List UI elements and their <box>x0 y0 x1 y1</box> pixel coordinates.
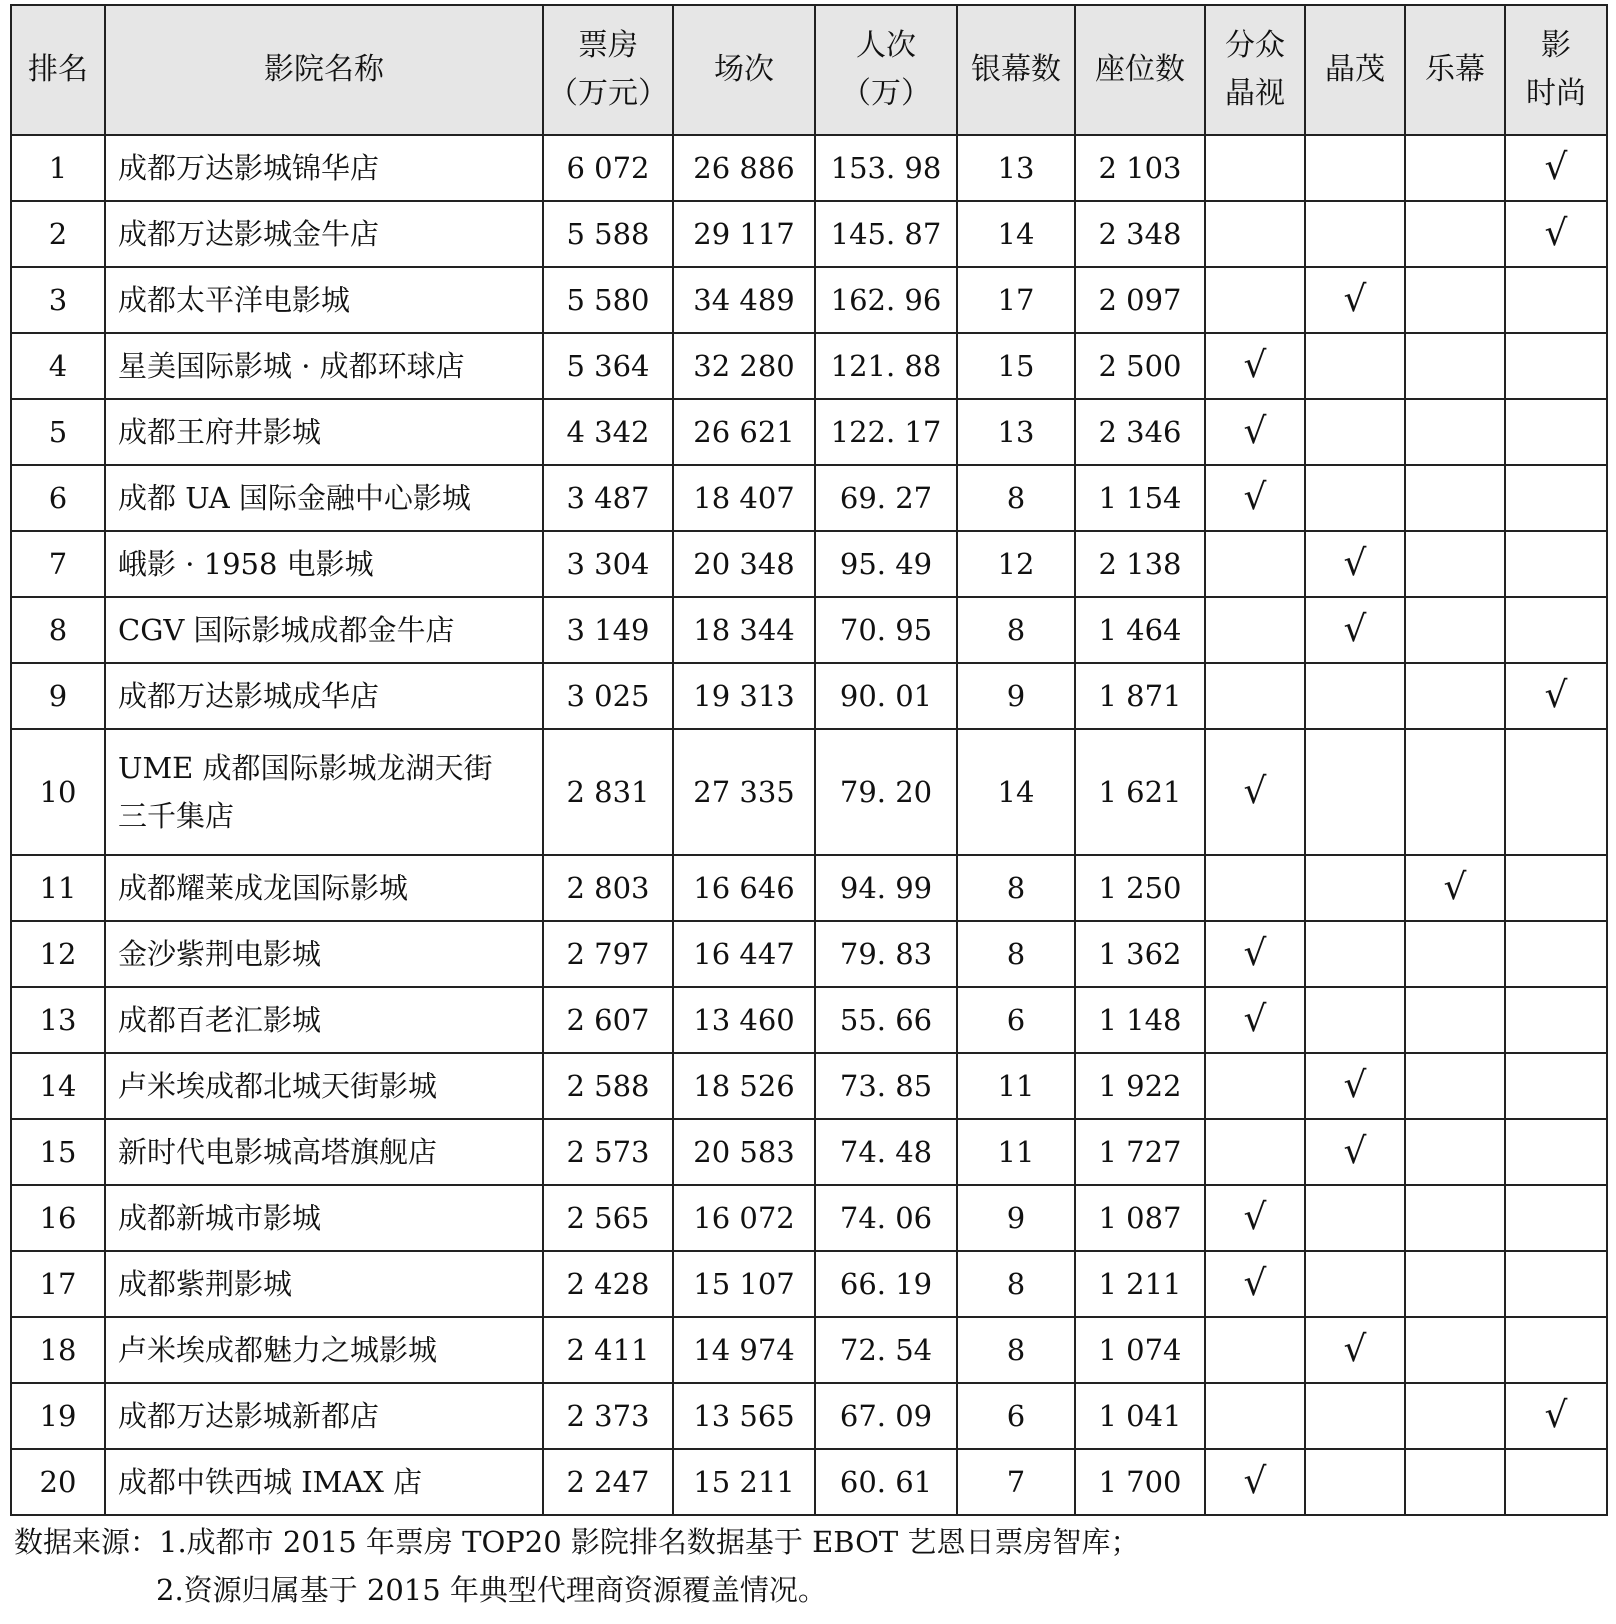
box-office-cell: 2 797 <box>543 921 673 987</box>
jingmao-cell <box>1305 597 1405 663</box>
table-row <box>11 921 1607 987</box>
attendance-cell: 162. 96 <box>815 267 957 333</box>
jingmao-cell <box>1305 1053 1405 1119</box>
check-mark-icon: √ <box>1443 867 1467 908</box>
check-mark-icon: √ <box>1243 345 1267 386</box>
fenzhong-cell <box>1205 1317 1305 1383</box>
fenzhong-cell <box>1205 987 1305 1053</box>
header-box-office-line1: 票房 <box>578 28 638 63</box>
seats-cell: 2 103 <box>1075 135 1205 201</box>
attendance-cell: 94. 99 <box>815 855 957 921</box>
lemu-cell <box>1405 597 1505 663</box>
rank-cell: 5 <box>11 399 105 465</box>
seats-cell: 1 700 <box>1075 1449 1205 1515</box>
attendance-cell: 60. 61 <box>815 1449 957 1515</box>
jingmao-cell <box>1305 399 1405 465</box>
fenzhong-cell <box>1205 135 1305 201</box>
table-row <box>11 1185 1607 1251</box>
seats-cell: 2 348 <box>1075 201 1205 267</box>
rank-cell: 4 <box>11 333 105 399</box>
attendance-cell: 90. 01 <box>815 663 957 729</box>
table-row <box>11 855 1607 921</box>
lemu-cell <box>1405 1185 1505 1251</box>
yingshishang-cell <box>1505 267 1607 333</box>
rank-cell: 13 <box>11 987 105 1053</box>
table-row <box>11 1119 1607 1185</box>
fenzhong-cell <box>1205 1383 1305 1449</box>
seats-cell: 1 211 <box>1075 1251 1205 1317</box>
cinema-name-cell: 成都万达影城金牛店 <box>105 201 543 267</box>
yingshishang-cell <box>1505 333 1607 399</box>
attendance-cell: 69. 27 <box>815 465 957 531</box>
sessions-cell: 13 460 <box>673 987 815 1053</box>
rank-cell: 15 <box>11 1119 105 1185</box>
sessions-cell: 34 489 <box>673 267 815 333</box>
sessions-cell: 16 447 <box>673 921 815 987</box>
rank-cell: 1 <box>11 135 105 201</box>
rank-cell: 17 <box>11 1251 105 1317</box>
table-row <box>11 333 1607 399</box>
box-office-cell: 3 149 <box>543 597 673 663</box>
screens-cell: 13 <box>957 135 1075 201</box>
jingmao-cell <box>1305 1317 1405 1383</box>
cinema-name-cell: 卢米埃成都魅力之城影城 <box>105 1317 543 1383</box>
screens-cell: 8 <box>957 465 1075 531</box>
header-attendance-line2: （万） <box>841 76 931 111</box>
sessions-cell: 15 107 <box>673 1251 815 1317</box>
fenzhong-cell <box>1205 465 1305 531</box>
jingmao-cell <box>1305 1449 1405 1515</box>
table-row <box>11 597 1607 663</box>
attendance-cell: 79. 20 <box>815 729 957 855</box>
fenzhong-cell <box>1205 267 1305 333</box>
rank-cell: 18 <box>11 1317 105 1383</box>
table-row <box>11 1251 1607 1317</box>
attendance-cell: 121. 88 <box>815 333 957 399</box>
fenzhong-cell <box>1205 1449 1305 1515</box>
table-row <box>11 399 1607 465</box>
screens-cell: 11 <box>957 1119 1075 1185</box>
check-mark-icon: √ <box>1243 1197 1267 1238</box>
rank-cell: 19 <box>11 1383 105 1449</box>
attendance-cell: 153. 98 <box>815 135 957 201</box>
box-office-cell: 2 247 <box>543 1449 673 1515</box>
rank-cell: 20 <box>11 1449 105 1515</box>
header-yingshishang-line1: 影 <box>1541 28 1571 63</box>
check-mark-icon: √ <box>1343 609 1367 650</box>
fenzhong-cell <box>1205 663 1305 729</box>
screens-cell: 6 <box>957 987 1075 1053</box>
check-mark-icon: √ <box>1544 1395 1568 1436</box>
attendance-cell: 122. 17 <box>815 399 957 465</box>
screens-cell: 9 <box>957 1185 1075 1251</box>
cinema-name-cell: 成都万达影城新都店 <box>105 1383 543 1449</box>
jingmao-cell <box>1305 201 1405 267</box>
check-mark-icon: √ <box>1243 411 1267 452</box>
lemu-cell <box>1405 267 1505 333</box>
cinema-name-cell: 成都百老汇影城 <box>105 987 543 1053</box>
attendance-cell: 55. 66 <box>815 987 957 1053</box>
table-row <box>11 987 1607 1053</box>
lemu-cell <box>1405 399 1505 465</box>
data-source-note <box>14 1518 1139 1614</box>
check-mark-icon: √ <box>1343 1329 1367 1370</box>
sessions-cell: 16 646 <box>673 855 815 921</box>
sessions-cell: 18 344 <box>673 597 815 663</box>
yingshishang-cell <box>1505 855 1607 921</box>
screens-cell: 8 <box>957 1251 1075 1317</box>
attendance-cell: 74. 48 <box>815 1119 957 1185</box>
sessions-cell: 32 280 <box>673 333 815 399</box>
sessions-cell: 26 621 <box>673 399 815 465</box>
rank-cell: 14 <box>11 1053 105 1119</box>
fenzhong-cell <box>1205 399 1305 465</box>
sessions-cell: 18 526 <box>673 1053 815 1119</box>
lemu-cell <box>1405 333 1505 399</box>
box-office-cell: 6 072 <box>543 135 673 201</box>
header-fenzhong-line2: 晶视 <box>1225 76 1285 111</box>
jingmao-cell <box>1305 729 1405 855</box>
table-row <box>11 201 1607 267</box>
screens-cell: 8 <box>957 597 1075 663</box>
table-body <box>11 135 1607 1515</box>
header-rank: 排名 <box>11 5 105 135</box>
attendance-cell: 74. 06 <box>815 1185 957 1251</box>
box-office-cell: 2 565 <box>543 1185 673 1251</box>
check-mark-icon: √ <box>1243 933 1267 974</box>
screens-cell: 6 <box>957 1383 1075 1449</box>
seats-cell: 1 362 <box>1075 921 1205 987</box>
jingmao-cell <box>1305 1251 1405 1317</box>
cinema-name-cell: 新时代电影城高塔旗舰店 <box>105 1119 543 1185</box>
jingmao-cell <box>1305 333 1405 399</box>
fenzhong-cell <box>1205 1251 1305 1317</box>
lemu-cell <box>1405 1383 1505 1449</box>
table-row <box>11 663 1607 729</box>
box-office-cell: 3 025 <box>543 663 673 729</box>
jingmao-cell <box>1305 855 1405 921</box>
lemu-cell <box>1405 1053 1505 1119</box>
sessions-cell: 26 886 <box>673 135 815 201</box>
header-seats: 座位数 <box>1075 5 1205 135</box>
header-yingshishang <box>1505 5 1607 135</box>
header-lemu: 乐幕 <box>1405 5 1505 135</box>
table-row <box>11 1317 1607 1383</box>
rank-cell: 12 <box>11 921 105 987</box>
header-box-office <box>543 5 673 135</box>
cinema-name-cell: 成都耀莱成龙国际影城 <box>105 855 543 921</box>
box-office-cell: 2 573 <box>543 1119 673 1185</box>
screens-cell: 7 <box>957 1449 1075 1515</box>
jingmao-cell <box>1305 987 1405 1053</box>
jingmao-cell <box>1305 1185 1405 1251</box>
box-office-cell: 5 588 <box>543 201 673 267</box>
rank-cell: 2 <box>11 201 105 267</box>
cinema-name-cell: 峨影 · 1958 电影城 <box>105 531 543 597</box>
seats-cell: 2 097 <box>1075 267 1205 333</box>
yingshishang-cell <box>1505 987 1607 1053</box>
cinema-name-cell: 成都中铁西城 IMAX 店 <box>105 1449 543 1515</box>
yingshishang-cell <box>1505 597 1607 663</box>
rank-cell: 3 <box>11 267 105 333</box>
cinema-name-cell: 成都王府井影城 <box>105 399 543 465</box>
header-jingmao: 晶茂 <box>1305 5 1405 135</box>
cinema-name-cell: 成都 UA 国际金融中心影城 <box>105 465 543 531</box>
screens-cell: 8 <box>957 1317 1075 1383</box>
header-fenzhong-line1: 分众 <box>1225 28 1285 63</box>
header-fenzhong <box>1205 5 1305 135</box>
check-mark-icon: √ <box>1343 1065 1367 1106</box>
yingshishang-cell <box>1505 921 1607 987</box>
header-box-office-line2: （万元） <box>548 76 668 111</box>
lemu-cell <box>1405 1119 1505 1185</box>
rank-cell: 6 <box>11 465 105 531</box>
attendance-cell: 72. 54 <box>815 1317 957 1383</box>
check-mark-icon: √ <box>1544 675 1568 716</box>
seats-cell: 1 871 <box>1075 663 1205 729</box>
cinema-name-cell: 成都太平洋电影城 <box>105 267 543 333</box>
box-office-cell: 2 411 <box>543 1317 673 1383</box>
cinema-ranking-table <box>10 4 1608 1516</box>
cinema-name-cell: 成都紫荆影城 <box>105 1251 543 1317</box>
attendance-cell: 73. 85 <box>815 1053 957 1119</box>
box-office-cell: 2 588 <box>543 1053 673 1119</box>
yingshishang-cell <box>1505 201 1607 267</box>
box-office-cell: 2 831 <box>543 729 673 855</box>
header-screens: 银幕数 <box>957 5 1075 135</box>
lemu-cell <box>1405 1449 1505 1515</box>
check-mark-icon: √ <box>1243 477 1267 518</box>
yingshishang-cell <box>1505 1185 1607 1251</box>
screens-cell: 11 <box>957 1053 1075 1119</box>
table-row <box>11 465 1607 531</box>
attendance-cell: 79. 83 <box>815 921 957 987</box>
attendance-cell: 67. 09 <box>815 1383 957 1449</box>
box-office-cell: 2 373 <box>543 1383 673 1449</box>
attendance-cell: 66. 19 <box>815 1251 957 1317</box>
attendance-cell: 95. 49 <box>815 531 957 597</box>
seats-cell: 2 500 <box>1075 333 1205 399</box>
cinema-name-cell: CGV 国际影城成都金牛店 <box>105 597 543 663</box>
rank-cell: 7 <box>11 531 105 597</box>
header-attendance <box>815 5 957 135</box>
check-mark-icon: √ <box>1243 1263 1267 1304</box>
attendance-cell: 145. 87 <box>815 201 957 267</box>
jingmao-cell <box>1305 531 1405 597</box>
screens-cell: 9 <box>957 663 1075 729</box>
check-mark-icon: √ <box>1343 279 1367 320</box>
yingshishang-cell <box>1505 135 1607 201</box>
fenzhong-cell <box>1205 597 1305 663</box>
sessions-cell: 20 348 <box>673 531 815 597</box>
sessions-cell: 13 565 <box>673 1383 815 1449</box>
table-row <box>11 729 1607 855</box>
check-mark-icon: √ <box>1544 147 1568 188</box>
box-office-cell: 5 364 <box>543 333 673 399</box>
table-row <box>11 267 1607 333</box>
table-row <box>11 1449 1607 1515</box>
data-source-line-1: 数据来源：1.成都市 2015 年票房 TOP20 影院排名数据基于 EBOT 艺恩日票房智库； <box>14 1525 1140 1559</box>
rank-cell: 16 <box>11 1185 105 1251</box>
lemu-cell <box>1405 663 1505 729</box>
box-office-cell: 5 580 <box>543 267 673 333</box>
lemu-cell <box>1405 201 1505 267</box>
fenzhong-cell <box>1205 921 1305 987</box>
seats-cell: 1 148 <box>1075 987 1205 1053</box>
rank-cell: 8 <box>11 597 105 663</box>
screens-cell: 15 <box>957 333 1075 399</box>
check-mark-icon: √ <box>1243 1461 1267 1502</box>
seats-cell: 1 041 <box>1075 1383 1205 1449</box>
yingshishang-cell <box>1505 1119 1607 1185</box>
lemu-cell <box>1405 921 1505 987</box>
yingshishang-cell <box>1505 663 1607 729</box>
check-mark-icon: √ <box>1343 1131 1367 1172</box>
lemu-cell <box>1405 729 1505 855</box>
header-row <box>11 5 1607 135</box>
cinema-name-cell: 成都万达影城成华店 <box>105 663 543 729</box>
lemu-cell <box>1405 987 1505 1053</box>
fenzhong-cell <box>1205 1185 1305 1251</box>
sessions-cell: 16 072 <box>673 1185 815 1251</box>
fenzhong-cell <box>1205 201 1305 267</box>
check-mark-icon: √ <box>1343 543 1367 584</box>
cinema-name-cell: 成都万达影城锦华店 <box>105 135 543 201</box>
fenzhong-cell <box>1205 1119 1305 1185</box>
table-header <box>11 5 1607 135</box>
header-yingshishang-line2: 时尚 <box>1526 76 1586 111</box>
fenzhong-cell <box>1205 1053 1305 1119</box>
fenzhong-cell <box>1205 855 1305 921</box>
cinema-name-cell <box>105 729 543 855</box>
yingshishang-cell <box>1505 1317 1607 1383</box>
yingshishang-cell <box>1505 1449 1607 1515</box>
header-cinema-name: 影院名称 <box>105 5 543 135</box>
screens-cell: 8 <box>957 855 1075 921</box>
jingmao-cell <box>1305 465 1405 531</box>
seats-cell: 1 922 <box>1075 1053 1205 1119</box>
data-source-line-2: 2.资源归属基于 2015 年典型代理商资源覆盖情况。 <box>156 1573 827 1607</box>
seats-cell: 1 074 <box>1075 1317 1205 1383</box>
screens-cell: 12 <box>957 531 1075 597</box>
lemu-cell <box>1405 135 1505 201</box>
sessions-cell: 19 313 <box>673 663 815 729</box>
header-attendance-line1: 人次 <box>856 28 916 63</box>
box-office-cell: 2 803 <box>543 855 673 921</box>
box-office-cell: 3 487 <box>543 465 673 531</box>
rank-cell: 11 <box>11 855 105 921</box>
jingmao-cell <box>1305 135 1405 201</box>
seats-cell: 1 621 <box>1075 729 1205 855</box>
yingshishang-cell <box>1505 1053 1607 1119</box>
yingshishang-cell <box>1505 399 1607 465</box>
sessions-cell: 15 211 <box>673 1449 815 1515</box>
box-office-cell: 4 342 <box>543 399 673 465</box>
box-office-cell: 3 304 <box>543 531 673 597</box>
screens-cell: 8 <box>957 921 1075 987</box>
yingshishang-cell <box>1505 1251 1607 1317</box>
jingmao-cell <box>1305 921 1405 987</box>
sessions-cell: 18 407 <box>673 465 815 531</box>
cinema-name-cell: 星美国际影城 · 成都环球店 <box>105 333 543 399</box>
screens-cell: 14 <box>957 201 1075 267</box>
screens-cell: 17 <box>957 267 1075 333</box>
screens-cell: 13 <box>957 399 1075 465</box>
jingmao-cell <box>1305 267 1405 333</box>
lemu-cell <box>1405 531 1505 597</box>
box-office-cell: 2 607 <box>543 987 673 1053</box>
seats-cell: 2 138 <box>1075 531 1205 597</box>
sessions-cell: 27 335 <box>673 729 815 855</box>
seats-cell: 1 087 <box>1075 1185 1205 1251</box>
lemu-cell <box>1405 1251 1505 1317</box>
lemu-cell <box>1405 1317 1505 1383</box>
cinema-name-line: UME 成都国际影城龙湖天街 <box>118 751 493 785</box>
cinema-name-cell: 卢米埃成都北城天街影城 <box>105 1053 543 1119</box>
table-row <box>11 1383 1607 1449</box>
seats-cell: 1 464 <box>1075 597 1205 663</box>
lemu-cell <box>1405 855 1505 921</box>
box-office-cell: 2 428 <box>543 1251 673 1317</box>
attendance-cell: 70. 95 <box>815 597 957 663</box>
yingshishang-cell <box>1505 729 1607 855</box>
screens-cell: 14 <box>957 729 1075 855</box>
jingmao-cell <box>1305 1119 1405 1185</box>
sessions-cell: 14 974 <box>673 1317 815 1383</box>
fenzhong-cell <box>1205 333 1305 399</box>
cinema-name-line: 三千集店 <box>118 799 235 833</box>
seats-cell: 2 346 <box>1075 399 1205 465</box>
header-sessions: 场次 <box>673 5 815 135</box>
table-row <box>11 531 1607 597</box>
lemu-cell <box>1405 465 1505 531</box>
yingshishang-cell <box>1505 1383 1607 1449</box>
cinema-ranking-table-container <box>10 4 1608 1516</box>
yingshishang-cell <box>1505 531 1607 597</box>
fenzhong-cell <box>1205 531 1305 597</box>
cinema-name-cell: 金沙紫荆电影城 <box>105 921 543 987</box>
sessions-cell: 20 583 <box>673 1119 815 1185</box>
rank-cell: 9 <box>11 663 105 729</box>
seats-cell: 1 154 <box>1075 465 1205 531</box>
check-mark-icon: √ <box>1243 771 1267 812</box>
cinema-name-cell: 成都新城市影城 <box>105 1185 543 1251</box>
check-mark-icon: √ <box>1243 999 1267 1040</box>
rank-cell: 10 <box>11 729 105 855</box>
check-mark-icon: √ <box>1544 213 1568 254</box>
jingmao-cell <box>1305 663 1405 729</box>
table-row <box>11 1053 1607 1119</box>
jingmao-cell <box>1305 1383 1405 1449</box>
table-row <box>11 135 1607 201</box>
seats-cell: 1 727 <box>1075 1119 1205 1185</box>
seats-cell: 1 250 <box>1075 855 1205 921</box>
fenzhong-cell <box>1205 729 1305 855</box>
sessions-cell: 29 117 <box>673 201 815 267</box>
yingshishang-cell <box>1505 465 1607 531</box>
